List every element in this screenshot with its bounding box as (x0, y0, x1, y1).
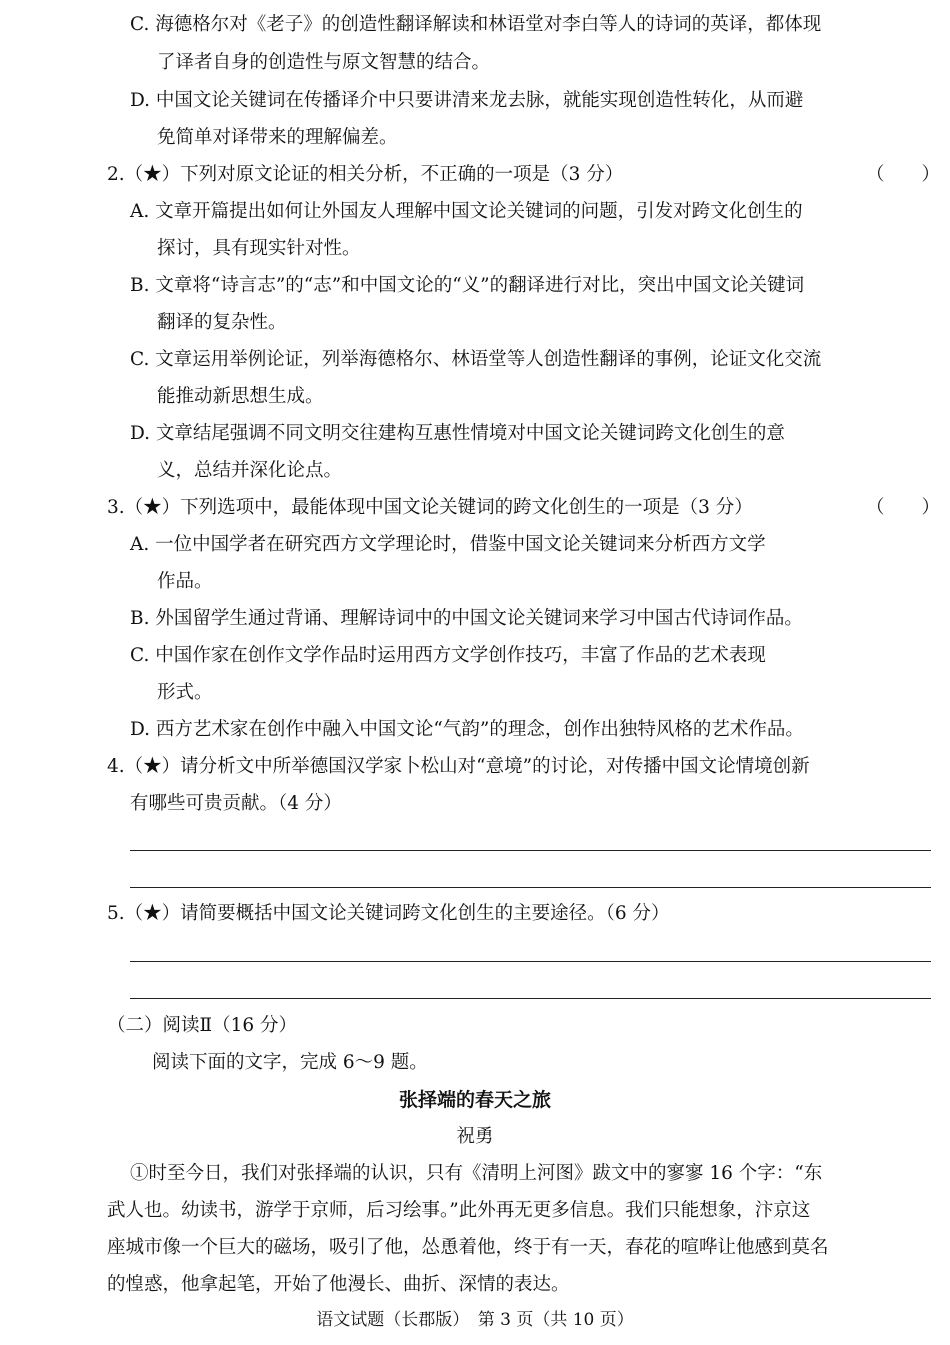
q3-stem: 3.（★）下列选项中，最能体现中国文论关键词的跨文化创生的一项是（3 分） (107, 497, 753, 518)
q2-option-a-line1: A. 文章开篇提出如何让外国友人理解中国文论关键词的问题，引发对跨文化创生的 (130, 201, 803, 222)
passage-paragraph-line1: ①时至今日，我们对张择端的认识，只有《清明上河图》跋文中的寥寥 16 个字：“东 (130, 1163, 823, 1184)
q3-option-d-line1: D. 西方艺术家在创作中融入中国文论“气韵”的理念，创作出独特风格的艺术作品。 (130, 719, 804, 740)
q2-option-b-line2: 翻译的复杂性。 (157, 312, 287, 333)
q2-stem: 2.（★）下列对原文论证的相关分析，不正确的一项是（3 分） (107, 164, 624, 185)
q3-option-c-line1: C. 中国作家在创作文学作品时运用西方文学创作技巧，丰富了作品的艺术表现 (130, 645, 766, 666)
section-instruction: 阅读下面的文字，完成 6～9 题。 (152, 1052, 428, 1073)
q4-stem-line2: 有哪些可贵贡献。（4 分） (130, 793, 342, 814)
q2-option-b-line1: B. 文章将“诗言志”的“志”和中国文论的“义”的翻译进行对比，突出中国文论关键词 (130, 275, 805, 296)
q1-option-d-line2: 免简单对译带来的理解偏差。 (157, 127, 398, 148)
q5-stem: 5.（★）请简要概括中国文论关键词跨文化创生的主要途径。（6 分） (107, 903, 670, 924)
q2-option-c-line1: C. 文章运用举例论证，列举海德格尔、林语堂等人创造性翻译的事例，论证文化交流 (130, 349, 822, 370)
passage-paragraph-line2: 武人也。幼读书，游学于京师，后习绘事。”此外再无更多信息。我们只能想象，汴京这 (107, 1200, 811, 1221)
q4-answer-line-1[interactable] (130, 850, 931, 851)
q4-stem-line1: 4.（★）请分析文中所举德国汉学家卜松山对“意境”的讨论，对传播中国文论情境创新 (107, 756, 810, 777)
q3-option-a-line1: A. 一位中国学者在研究西方文学理论时，借鉴中国文论关键词来分析西方文学 (130, 534, 766, 555)
passage-paragraph-line3: 座城市像一个巨大的磁场，吸引了他，怂恿着他，终于有一天，春花的喧哗让他感到莫名 (107, 1237, 829, 1258)
passage-author: 祝勇 (456, 1126, 494, 1147)
passage-title: 张择端的春天之旅 (398, 1089, 551, 1111)
q1-option-c-line1: C. 海德格尔对《老子》的创造性翻译解读和林语堂对李白等人的诗词的英译，都体现 (130, 14, 822, 35)
section-heading: （二）阅读Ⅱ（16 分） (107, 1015, 297, 1036)
q5-answer-line-1[interactable] (130, 961, 931, 962)
q1-option-d-line1: D. 中国文论关键词在传播译介中只要讲清来龙去脉，就能实现创造性转化，从而避 (130, 90, 804, 111)
q5-answer-line-2[interactable] (130, 998, 931, 999)
q3-option-b-line1: B. 外国留学生通过背诵、理解诗词中的中国文论关键词来学习中国古代诗词作品。 (130, 608, 803, 629)
passage-paragraph-line4: 的惶惑，他拿起笔，开始了他漫长、曲折、深情的表达。 (107, 1274, 570, 1295)
q1-option-c-line2: 了译者自身的创造性与原文智慧的结合。 (157, 52, 491, 73)
q3-option-c-line2: 形式。 (157, 682, 213, 703)
q2-option-c-line2: 能推动新思想生成。 (157, 386, 324, 407)
q3-answer-bracket: （ ） (866, 497, 941, 518)
q2-option-d-line2: 义，总结并深化论点。 (157, 460, 343, 481)
q2-option-a-line2: 探讨，具有现实针对性。 (157, 238, 361, 259)
q4-answer-line-2[interactable] (130, 887, 931, 888)
q2-option-d-line1: D. 文章结尾强调不同文明交往建构互惠性情境对中国文论关键词跨文化创生的意 (130, 423, 785, 444)
page-footer: 语文试题（长郡版） 第 3 页（共 10 页） (316, 1310, 634, 1330)
q2-answer-bracket: （ ） (866, 164, 941, 185)
q3-option-a-line2: 作品。 (157, 571, 213, 592)
